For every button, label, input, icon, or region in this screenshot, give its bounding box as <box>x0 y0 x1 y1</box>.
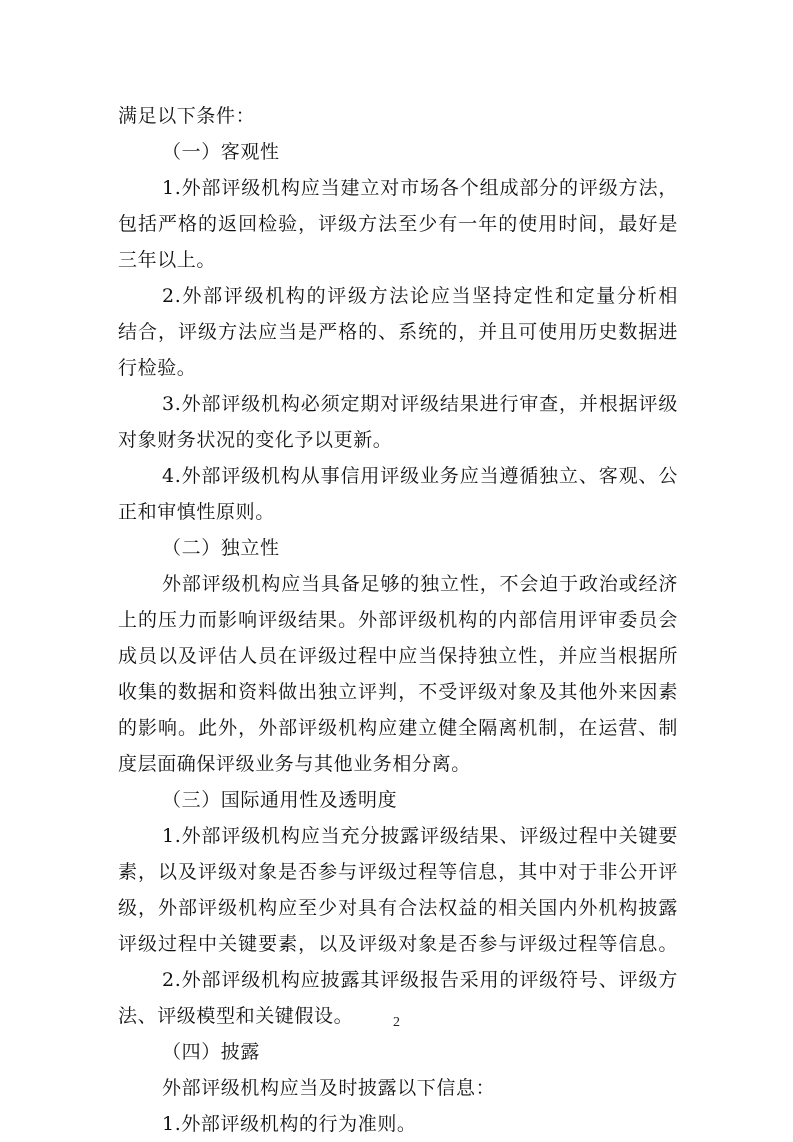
text-line: 1.外部评级机构应当充分披露评级结果、评级过程中关键要 <box>162 825 678 847</box>
text-line: 成员以及评估人员在评级过程中应当保持独立性，并应当根据所 <box>118 645 678 667</box>
text-line: 度层面确保评级业务与其他业务相分离。 <box>118 753 471 775</box>
text-line: 收集的数据和资料做出独立评判，不受评级对象及其他外来因素 <box>118 681 678 703</box>
text-line: 外部评级机构应当及时披露以下信息： <box>162 1077 496 1099</box>
text-line: 3.外部评级机构必须定期对评级结果进行审查，并根据评级 <box>162 393 678 415</box>
text-line: 评级过程中关键要素，以及评级对象是否参与评级过程等信息。 <box>118 933 678 955</box>
text-line: 1.外部评级机构的行为准则。 <box>162 1113 417 1135</box>
text-line: 2.外部评级机构的评级方法论应当坚持定性和定量分析相 <box>162 285 678 307</box>
text-line: 素，以及评级对象是否参与评级过程等信息，其中对于非公开评 <box>118 861 678 883</box>
text-line: 行检验。 <box>118 357 197 379</box>
text-line: 结合，评级方法应当是严格的、系统的，并且可使用历史数据进 <box>118 321 678 343</box>
text-line: 法、评级模型和关键假设。 <box>118 1005 354 1027</box>
text-line: 正和审慎性原则。 <box>118 501 275 523</box>
text-line: 上的压力而影响评级结果。外部评级机构的内部信用评审委员会 <box>118 609 678 631</box>
page-number: 2 <box>393 1015 400 1030</box>
text-line: 的影响。此外，外部评级机构应建立健全隔离机制，在运营、制 <box>118 717 678 739</box>
section-heading: （二）独立性 <box>162 537 280 559</box>
text-line: 4.外部评级机构从事信用评级业务应当遵循独立、客观、公 <box>162 465 678 487</box>
section-heading: （一）客观性 <box>162 141 280 163</box>
section-heading: （四）披露 <box>162 1041 261 1063</box>
text-line: 三年以上。 <box>118 249 217 271</box>
text-line: 满足以下条件： <box>118 105 256 127</box>
section-heading: （三）国际通用性及透明度 <box>162 789 398 811</box>
text-line: 对象财务状况的变化予以更新。 <box>118 429 393 451</box>
text-line: 外部评级机构应当具备足够的独立性，不会迫于政治或经济 <box>162 573 678 595</box>
text-line: 包括严格的返回检验，评级方法至少有一年的使用时间，最好是 <box>118 213 678 235</box>
text-line: 级，外部评级机构应至少对具有合法权益的相关国内外机构披露 <box>118 897 678 919</box>
document-body <box>118 98 678 1142</box>
text-line: 2.外部评级机构应披露其评级报告采用的评级符号、评级方 <box>162 969 678 991</box>
text-line: 1.外部评级机构应当建立对市场各个组成部分的评级方法， <box>162 177 678 199</box>
